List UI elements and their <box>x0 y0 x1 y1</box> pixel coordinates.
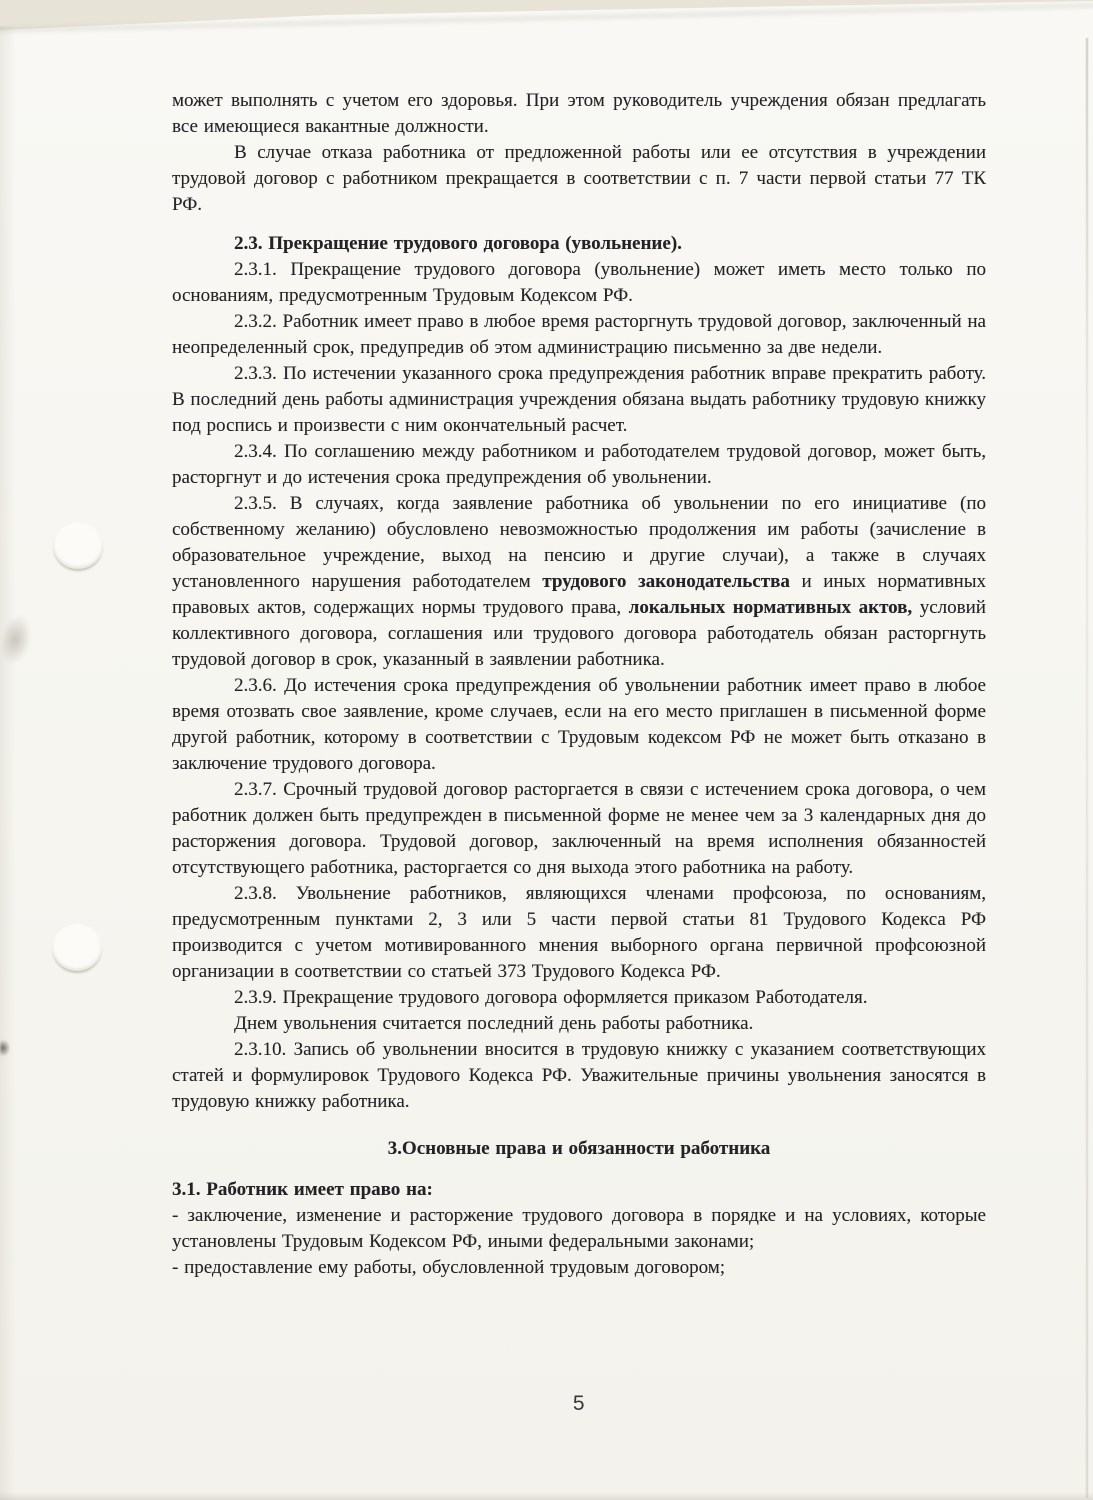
paragraph <box>172 257 986 309</box>
text-segment: 2.3.9. Прекращение трудового договора оформляется приказом Работодателя. <box>234 987 868 1008</box>
text-segment: и иных нормативных правовых актов, содержащих нормы трудового права, <box>172 571 986 618</box>
text-segment: В случае отказа работника от предложенной работы или ее отсутствия в учреждении трудовой договор с работником прекращается в соответствии с п. 7 части первой статьи 77 ТК РФ. <box>172 142 986 215</box>
paragraph <box>172 1203 986 1255</box>
text-segment: 2.3.5. В случаях, когда заявление работника об увольнении по его инициативе (по собственному желанию) обусловлено невозможностью продолжения им работы (зачисление в образовательное учреждение, выход на пенсию и другие случаи), а также в случаях установленного нарушения работодателем <box>172 493 986 592</box>
paragraph <box>172 1255 986 1281</box>
paragraph <box>172 881 986 985</box>
text-segment: может выполнять с учетом его здоровья. При этом руководитель учреждения обязан предлагать все имеющиеся вакантные должности. <box>172 90 986 137</box>
paragraph <box>172 309 986 361</box>
chapter-heading <box>172 1136 986 1162</box>
paragraph <box>172 1037 986 1115</box>
text-segment: 2.3.8. Увольнение работников, являющихся членами профсоюза, по основаниям, предусмотренным пунктами 2, 3 или 5 части первой статьи 81 Трудового Кодекса РФ производится с учетом мотивированного мнения выборного органа первичной профсоюзной организации в соответствии со статьей 373 Трудового Кодекса РФ. <box>172 883 986 982</box>
hole-punch <box>53 522 103 569</box>
text-segment: 2.3. Прекращение трудового договора (увольнение). <box>234 233 682 254</box>
text-segment: 2.3.6. До истечения срока предупреждения об увольнении работник имеет право в любое время отозвать свое заявление, кроме случаев, если на его место приглашен в письменной форме другой работник, которому в соответствии с Трудовым кодексом РФ не может быть отказано в заключение трудового договора. <box>172 675 986 774</box>
section-heading <box>172 231 986 257</box>
text-segment: 2.3.2. Работник имеет право в любое время расторгнуть трудовой договор, заключенный на неопределенный срок, предупредив об этом администрацию письменно за две недели. <box>172 311 986 358</box>
text-segment: 3.Основные права и обязанности работника <box>387 1138 771 1159</box>
text-segment: 3.1. Работник имеет право на: <box>172 1179 433 1200</box>
document-body <box>172 88 986 1281</box>
paragraph <box>172 491 986 673</box>
paragraph <box>172 777 986 881</box>
text-segment: 2.3.10. Запись об увольнении вносится в трудовую книжку с указанием соответствующих статей и формулировок Трудового Кодекса РФ. Уважительные причины увольнения заносятся в трудовую книжку работника. <box>172 1039 986 1112</box>
text-segment: 2.3.4. По соглашению между работником и работодателем трудовой договор, может быть, расторгнут и до истечения срока предупреждения об увольнении. <box>172 441 986 488</box>
bold-text-segment: локальных нормативных актов, <box>628 597 913 618</box>
paragraph <box>172 140 986 218</box>
paragraph <box>172 673 986 777</box>
page-right-edge <box>1086 38 1088 1498</box>
paragraph <box>172 1011 986 1037</box>
text-segment: Днем увольнения считается последний день работы работника. <box>234 1013 754 1034</box>
paragraph <box>172 361 986 439</box>
text-segment: - заключение, изменение и расторжение трудового договора в порядке и на условиях, которые установлены Трудовым Кодексом РФ, иными федеральными законами; <box>172 1205 986 1252</box>
page-number: 5 <box>572 1392 586 1415</box>
text-segment: - предоставление ему работы, обусловленной трудовым договором; <box>172 1257 726 1278</box>
text-segment: 2.3.7. Срочный трудовой договор расторгается в связи с истечением срока договора, о чем работник должен быть предупрежден в письменной форме не менее чем за 3 календарных дня до расторжения договора. Трудовой договор, заключенный на время исполнения обязанностей отсутствующего работника, расторгается со дня выхода этого работника на работу. <box>172 779 986 878</box>
text-segment: условий коллективного договора, соглашения или трудового договора работодатель обязан расторгнуть трудовой договор в срок, указанный в заявлении работника. <box>172 597 986 670</box>
paragraph <box>172 439 986 491</box>
paragraph <box>172 985 986 1011</box>
hole-punch <box>52 924 102 971</box>
paragraph <box>172 88 986 140</box>
scan-left-shade <box>0 26 16 1500</box>
subsection-heading <box>172 1177 986 1203</box>
scan-smudge <box>0 1040 10 1056</box>
bold-text-segment: трудового законодательства <box>542 571 790 592</box>
scan-bottom-shade <box>0 1492 1093 1500</box>
text-segment: 2.3.1. Прекращение трудового договора (увольнение) может иметь место только по основаниям, предусмотренным Трудовым Кодексом РФ. <box>172 259 986 306</box>
text-segment: 2.3.3. По истечении указанного срока предупреждения работник вправе прекратить работу. В последний день работы администрация учреждения обязана выдать работнику трудовую книжку под роспись и произвести с ним окончательный расчет. <box>172 363 986 436</box>
